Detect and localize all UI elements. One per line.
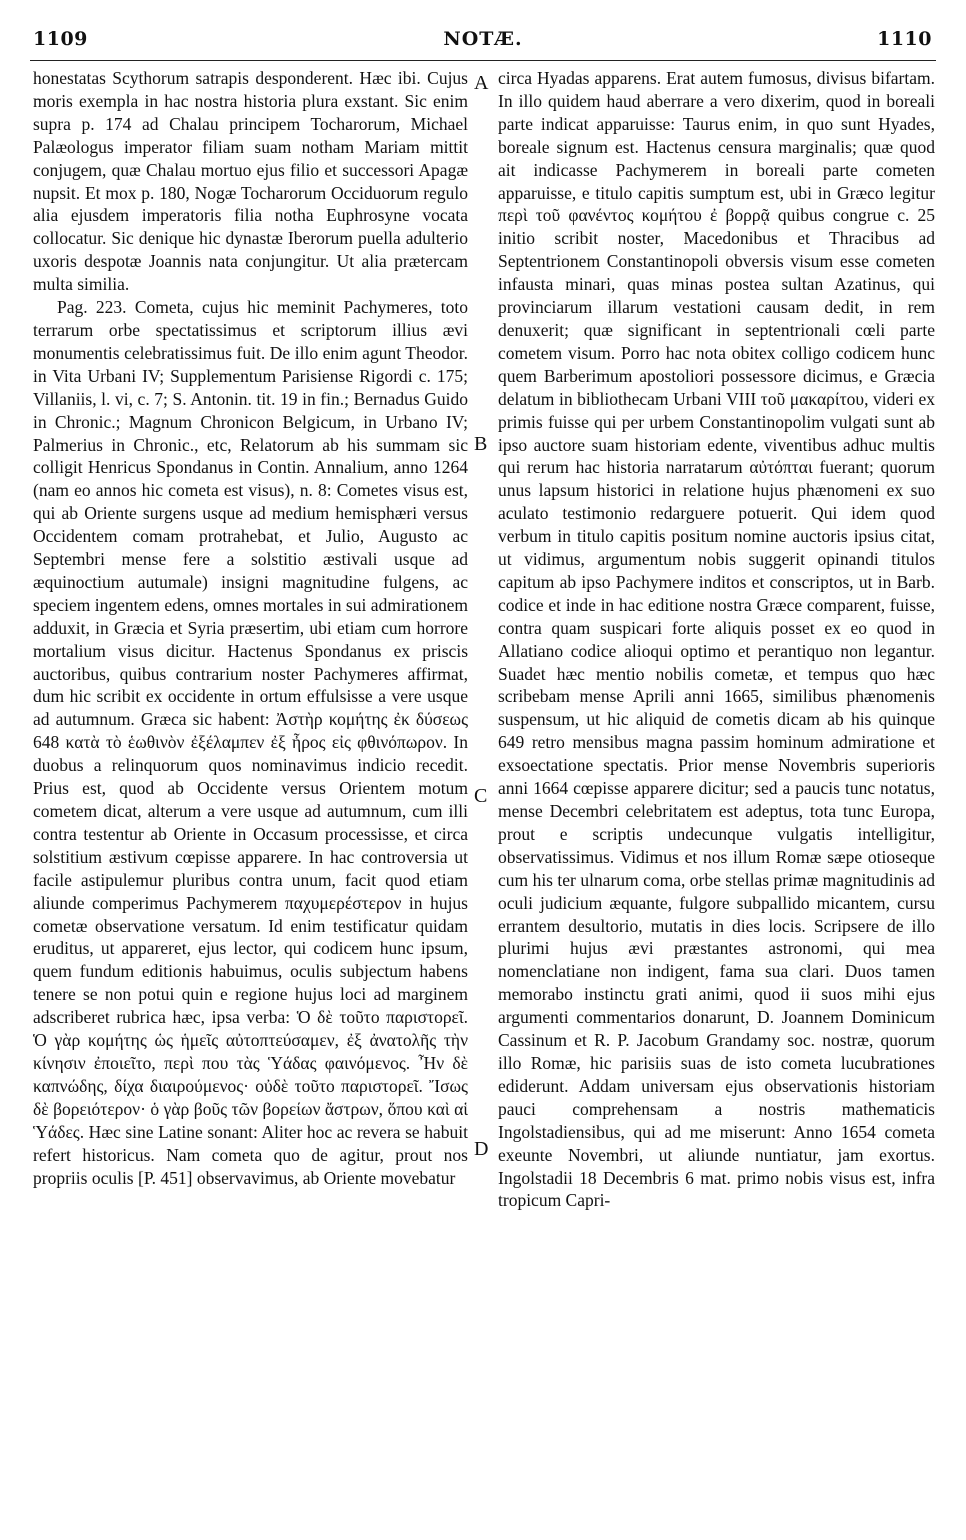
page-number-right: 1110 (877, 28, 932, 50)
left-paragraph-2: Pag. 223. Cometa, cujus hic meminit Pachymeres, toto terrarum orbe spectatissimus et scriptorum illius ævi monumentis celebratissimus fuit. De illo enim agunt Theodor. in Vita Urbani IV; Supplementum Parisiense Rigordi c. 175; Villaniis, l. vi, c. 7; S. Antonin. tit. 19 in fin.; Bernadus Guido in Chronic.; Magnum Chronicon Belgicum, in Urbano IV; Palmerius in Chronic., etc, Relatorum ab his summam sic colligit Henricus Spondanus in Contin. Annalium, anno 1264 (nam eo annos hic cometa est visus), n. 8: Cometes visus est, qui ab Oriente surgens usque ad medium hemisphæri versus Occidentem comam protrahebat, et Julio, Augusto ac Septembri mense fere a solstitio æstivali usque ad æquinoctium autumale) insigni magnitudine fulgens, ac speciem ingentem edens, omnes mortales in sui admirationem adduxit, in Græcia et Syria præsertim, ubi etiam cum horrore mortalium visus dicitur. Hactenus Spondanus ex priscis auctoribus, quibus contrarium noster Pachymeres affirmat, dum hic scribit ex occidente in ortum effulsisse a vere usque ad autumnum. Græca sic habent: Ἀστὴρ κομήτης ἐκ δύσεως 648 κατὰ τὸ ἑωθινὸν ἐξέλαμπεν ἐξ ἦρος εἰς φθινόπωρον. In duobus a relinquorum quos nominavimus indicio recedit. Prius est, quod ab Occidente versus Orientem motum cometem dicat, alterum a vere usque ad autumnum, cum illi contra testentur ab Oriente in Occasum processisse, et circa solstitium æstivum cœpisse apparere. In hac controversia ut facile astipulemur pluribus contra unum, facit quod etiam aliunde comperimus Pachymerem παχυμερέστερον in hujus cometæ observatione versatum. Id enim testificatur quidam eruditus, ut appareret, ejus lector, qui codicem hunc ipsum, quem fundum editionis habuimus, oculis subjectum habens tenere se non potui quin e regione hujus loci ad marginem adscriberet rubrica hæc, ipsa verba: Ὁ δὲ τοῦτο παριστορεῖ. Ὁ γὰρ κομήτης ὡς ἡμεῖς αὐτοπτεύσαμεν, ἐξ ἀνατολῆς τὴν κίνησιν ἐποιεῖτο, περὶ που τὰς Ὑάδας φαινόμενος. Ἦν δὲ καπνώδης, δίχα διαιρούμενος· οὐδὲ τοῦτο παριστορεῖ. Ἴσως δὲ βορειότερον· ὁ γὰρ βοῦς τῶν βορείων ἄστρων, ὅπου καὶ αἱ Ὑάδες. Hæc sine Latine sonant: Aliter hoc ac revera se habuit refert historicus. Nam cometa quo de agitur, prout nos propriis oculis [P. 451] observavimus, ab Oriente movebatur (33, 297, 468, 1188)
page-number-left: 1109 (33, 28, 88, 50)
header-rule (30, 60, 936, 61)
running-title: NOTÆ. (443, 28, 523, 50)
margin-marker-b: B (474, 433, 488, 455)
margin-marker-c: C (474, 785, 488, 807)
page-header (0, 28, 966, 58)
right-column (498, 67, 935, 1212)
left-column (33, 67, 468, 1189)
margin-marker-a: A (474, 72, 489, 94)
left-paragraph-1: honestatas Scythorum satrapis desponderent. Hæc ibi. Cujus moris exempla in hac nostra historia plura exstant. Sic enim supra p. 174 ad Chalau principem Tocharorum, Michael Palæologus imperator filiam suam notham Mariam mittit conjugem, quæ Chalau mortuo ejus filio et successori Apagæ nupsit. Et mox p. 180, Nogæ Tocharorum Occiduorum regulo alia ejusdem imperatoris filia notha Euphrosyne vocata collocatur. Sic denique hic dynastæ Iberorum puella adulterio uxoris despotæ Joannis nata conjungitur. Ut alia prætercam multa similia. (33, 68, 468, 295)
margin-marker-d: D (474, 1138, 489, 1160)
right-paragraph-1: circa Hyadas apparens. Erat autem fumosus, divisus bifartam. In illo quidem haud aberrare a vero dixerim, quod in boreali parte indicat apparuisse: Taurus enim, in quo sunt Hyades, boreale signum est. Hactenus censura marginalis; quæ quod ait indicasse Pachymerem in boreali parte cometen apparuisse, e titulo capitis sumptum est, ubi in Græco legitur περὶ τοῦ φανέντος κομήτου ἐ βορρᾷ quibus congrue c. 25 initio scribit noster, Macedonibus et Thracibus ad Septentrionem Constantinopoli obversis visum esse cometen infausta minari, quas minas postea sultan Azatinus, qui provinciarum illarum vestationi causam dedit, in rem denuxerit; quæ significant in septentrionali cœli parte cometem visum. Porro hac nota obitex colligo codicem hunc quem Barberimum apostoliori possessore dicimus, e Græcia delatum in bibliothecam Urbani VIII τοῦ μακαρίτου, videri ex primis fuisse qui per urbem Constantinopolim vulgati sunt ab ipso auctore suam historiam edente, viventibus adhuc multis qui rerum hac historia narratarum αὐτόπται fuerant; quorum unus lapsum historici in relatione hujus phænomeni ex suo aculato testimonio redarguere potuerit. Qui idem quod verbum in titulo capitis positum nomine auctoris ipsius citat, ut vidimus, argumentum nobis suggerit opinandi titulos capitum ab ipso Pachymere inditos et conscriptos, ut in Barb. codice et inde in hac editione nostra Græce comparent, fuisse, contra quam suspicari forte aliquis posset ex eo quod in Allatiano codice alioqui optimo et perantiquo non legantur. Suadet hæc mentio nobilis cometæ, et tempus quo hæc scribebam mense Aprili anni 1665, similibus phænomenis suspensum, ut hic aliquid de cometis dicam ab his quinque 649 retro mensibus magna passim hominum admiratione et exsoectatione spectatis. Prior mense Novembris superioris anni 1664 cœpisse apparere dicitur; sed a paucis tunc notatus, mense Decembri celebritatem est adeptus, tota tunc Europa, prout e scriptis undecunque vulgatis intelligitur, observatissimus. Vidimus et nos illum Romæ sæpe otioseque cum his ter ulnarum coma, orbe stellas primæ magnitudinis ad oculi judicium æquante, fulgore subpallido micantem, cursu errantem desultorio, mutatis in dies locis. Scripsere de illo plurimi hujus ævi præstantes astronomi, qui mea nomenclatiane non indigent, fama sua clari. Duos tamen memorabo instinctu grati animi, quod ii suos mihi ejus argumenti commentarios donarunt, D. Joannem Dominicum Cassinum et R. P. Jacobum Grandamy soc. nostræ, quorum illo Romæ, hic parisiis suas de isto cometa lucubrationes ediderunt. Addam universam ejus observationis historiam pauci comprehensam a nostris mathematicis Ingolstadiensibus, qui ad me miserunt: Anno 1654 cometa exeunte Novembri, ut aliunde nuntiatur, jam exortus. Ingolstadii 18 Decembris 6 mat. primo nobis visus est, infra tropicum Capri- (498, 68, 935, 1211)
